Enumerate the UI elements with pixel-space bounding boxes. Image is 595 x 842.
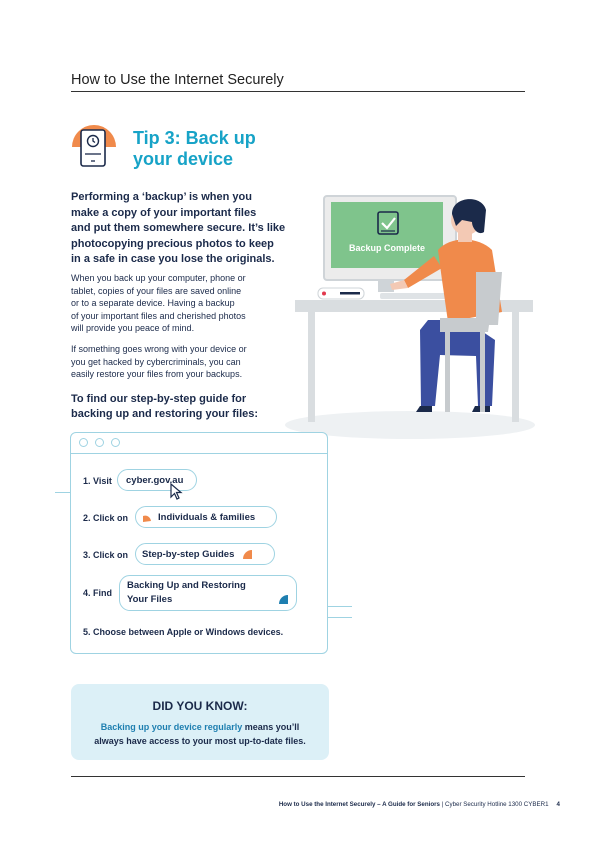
body-line: or to a separate device. Having a backup <box>71 298 235 308</box>
pill-text: Your Files <box>127 594 173 605</box>
backing-up-restoring-link[interactable] <box>119 575 297 611</box>
page-header-title: How to Use the Internet Securely <box>71 72 284 88</box>
body-line: of your important files and cherished photos <box>71 310 246 321</box>
guide-heading-line: backing up and restoring your files: <box>71 408 259 420</box>
did-you-know-text: always have access to your most up-to-date files. <box>94 736 306 746</box>
computer-backup-illustration <box>280 180 540 440</box>
step-1-label: 1. Visit <box>83 476 112 486</box>
header-divider <box>71 91 525 92</box>
body-line: you get hacked by cybercriminals, you can <box>71 356 241 367</box>
lead-line: make a copy of your important files <box>71 206 257 219</box>
window-dot-icon <box>111 438 120 447</box>
guides-icon <box>242 549 253 560</box>
step-by-step-guides-link[interactable] <box>135 543 275 565</box>
footer-guide-title: How to Use the Internet Securely – A Guide for Seniors <box>278 801 440 808</box>
page-footer <box>200 801 560 808</box>
body-paragraph-restore <box>71 343 293 381</box>
window-dot-icon <box>79 438 88 447</box>
lead-line: and put them somewhere secure. It’s like <box>71 222 286 234</box>
lead-paragraph <box>71 190 293 268</box>
pill-text: Backing Up and Restoring <box>127 580 246 591</box>
browser-window-card <box>70 432 328 654</box>
pill-text: Individuals & families <box>158 511 256 523</box>
guide-heading-line: To find our step-by-step guide for <box>71 393 247 405</box>
restore-guide-icon <box>278 594 289 605</box>
body-line: easily restore your files from your backups. <box>71 369 243 379</box>
cyber-gov-au-link[interactable] <box>117 469 197 491</box>
lead-line: photocopying precious photos to keep <box>71 237 274 250</box>
did-you-know-title: DID YOU KNOW: <box>152 699 248 713</box>
did-you-know-highlight: Backing up your device regularly <box>100 722 243 732</box>
step-5-label: 5. Choose between Apple or Windows devices. <box>83 627 284 637</box>
did-you-know-text: means you’ll <box>242 722 300 732</box>
window-dot-icon <box>95 438 104 447</box>
did-you-know-body <box>81 720 319 748</box>
guide-heading <box>71 392 291 422</box>
page-number: 4 <box>556 801 560 808</box>
body-paragraph-backup <box>71 272 293 335</box>
lead-line: in a safe in case you lose the originals. <box>71 253 275 265</box>
body-line: will provide you peace of mind. <box>71 323 195 333</box>
step-3-label: 3. Click on <box>83 550 129 560</box>
lead-line: Performing a ‘backup’ is when you <box>71 191 252 203</box>
pill-text: Step-by-step Guides <box>142 548 235 560</box>
step-2-label: 2. Click on <box>83 513 129 523</box>
footer-separator: | <box>439 801 446 808</box>
pill-text: cyber.gov.au <box>126 474 184 486</box>
footer-divider <box>71 776 525 777</box>
footer-hotline: Cyber Security Hotline 1300 CYBER1 <box>445 801 549 808</box>
body-line: If something goes wrong with your device or <box>71 344 247 354</box>
individuals-families-icon <box>142 512 153 523</box>
mouse-cursor-icon <box>170 483 184 500</box>
tip-title-line: Tip 3: Back up <box>133 128 256 148</box>
tip-title-line: your device <box>133 149 234 169</box>
backup-complete-label: Backup Complete <box>348 243 426 253</box>
device-backup-icon <box>70 121 118 169</box>
did-you-know-callout <box>71 684 329 760</box>
browser-title-bar <box>71 433 327 454</box>
step-4-label: 4. Find <box>83 588 112 598</box>
individuals-families-link[interactable] <box>135 506 277 528</box>
tip-title <box>133 128 256 170</box>
body-line: When you back up your computer, phone or <box>71 273 246 283</box>
body-line: tablet, copies of your files are saved online <box>71 285 242 296</box>
